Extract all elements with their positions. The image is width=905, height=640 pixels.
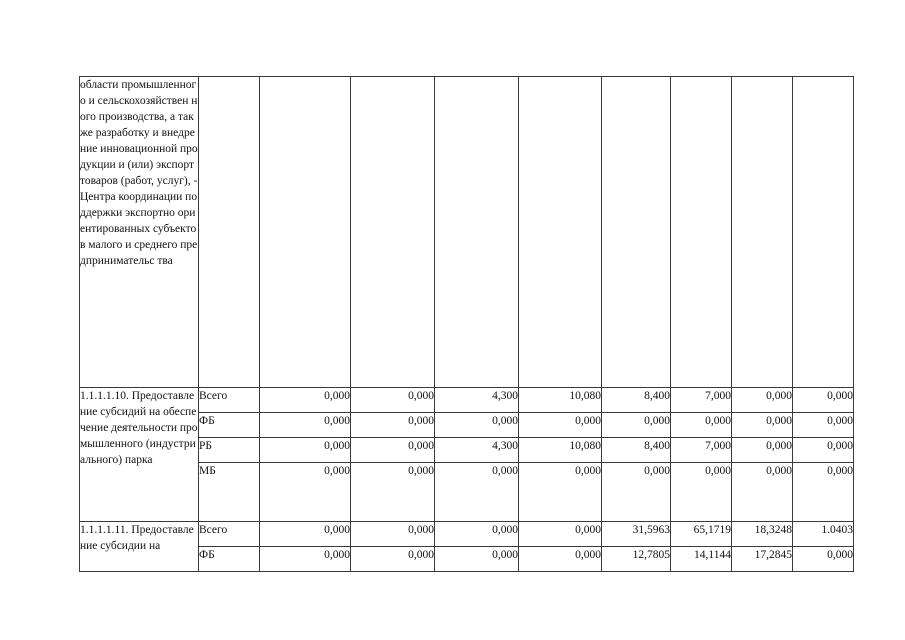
- value-cell: 0,000: [732, 463, 793, 522]
- value-cell: 8,400: [602, 438, 671, 463]
- value-cell: 18,3248: [732, 522, 793, 547]
- value-cell: 7,000: [671, 438, 732, 463]
- value-cell: 7,000: [671, 388, 732, 413]
- empty-cell: [671, 77, 732, 388]
- funding-source-cell: РБ: [199, 438, 260, 463]
- value-cell: 0,000: [260, 438, 351, 463]
- empty-cell: [519, 77, 602, 388]
- value-cell: 0,000: [793, 463, 854, 522]
- empty-cell: [793, 77, 854, 388]
- value-cell: 12,7805: [602, 547, 671, 572]
- value-cell: 0,000: [519, 413, 602, 438]
- value-cell: 0,000: [351, 547, 435, 572]
- empty-cell: [602, 77, 671, 388]
- table-row: [80, 522, 854, 547]
- program-name-cell: 1.1.1.1.11. Предоставление субсидии на: [80, 522, 199, 572]
- value-cell: 0,000: [260, 413, 351, 438]
- value-cell: 0,000: [519, 547, 602, 572]
- value-cell: 0,000: [732, 413, 793, 438]
- value-cell: 4,300: [435, 438, 519, 463]
- funding-source-cell: ФБ: [199, 547, 260, 572]
- value-cell: 0,000: [519, 522, 602, 547]
- empty-cell: [435, 77, 519, 388]
- value-cell: 0,000: [793, 413, 854, 438]
- value-cell: 0,000: [435, 522, 519, 547]
- value-cell: 0,000: [260, 522, 351, 547]
- value-cell: 0,000: [671, 463, 732, 522]
- funding-source-cell: Всего: [199, 522, 260, 547]
- value-cell: 1.0403: [793, 522, 854, 547]
- value-cell: 0,000: [732, 438, 793, 463]
- value-cell: 0,000: [793, 388, 854, 413]
- value-cell: 0,000: [351, 388, 435, 413]
- program-name-cell: области промышленного и сельскохозяйствен ного производства, а также разработку и внедрение инновационной продукции и (или) экспорт товаров (работ, услуг), - Центра координации поддержки экспортно ориентированных субъектов малого и среднего предпринимательс тва: [80, 77, 199, 388]
- value-cell: 0,000: [793, 438, 854, 463]
- value-cell: 0,000: [351, 522, 435, 547]
- value-cell: 65,1719: [671, 522, 732, 547]
- empty-cell: [260, 77, 351, 388]
- value-cell: 0,000: [435, 413, 519, 438]
- table-row: [80, 388, 854, 413]
- budget-table: [79, 76, 854, 572]
- value-cell: 0,000: [602, 463, 671, 522]
- value-cell: 10,080: [519, 388, 602, 413]
- value-cell: 17,2845: [732, 547, 793, 572]
- value-cell: 0,000: [351, 438, 435, 463]
- value-cell: 0,000: [351, 463, 435, 522]
- funding-source-cell: Всего: [199, 388, 260, 413]
- value-cell: 4,300: [435, 388, 519, 413]
- value-cell: 0,000: [519, 463, 602, 522]
- value-cell: 0,000: [351, 413, 435, 438]
- table-row: [80, 77, 854, 388]
- value-cell: 0,000: [732, 388, 793, 413]
- value-cell: 10,080: [519, 438, 602, 463]
- funding-source-cell: МБ: [199, 463, 260, 522]
- value-cell: 0,000: [260, 463, 351, 522]
- value-cell: 14,1144: [671, 547, 732, 572]
- value-cell: 0,000: [602, 413, 671, 438]
- value-cell: 31,5963: [602, 522, 671, 547]
- funding-source-cell: ФБ: [199, 413, 260, 438]
- value-cell: 8,400: [602, 388, 671, 413]
- value-cell: 0,000: [260, 388, 351, 413]
- program-name-cell: 1.1.1.1.10. Предоставление субсидий на обеспечение деятельности промышленного (индустриального) парка: [80, 388, 199, 522]
- value-cell: 0,000: [260, 547, 351, 572]
- value-cell: 0,000: [435, 547, 519, 572]
- value-cell: 0,000: [671, 413, 732, 438]
- empty-cell: [351, 77, 435, 388]
- value-cell: 0,000: [435, 463, 519, 522]
- empty-cell: [732, 77, 793, 388]
- value-cell: 0,000: [793, 547, 854, 572]
- empty-cell: [199, 77, 260, 388]
